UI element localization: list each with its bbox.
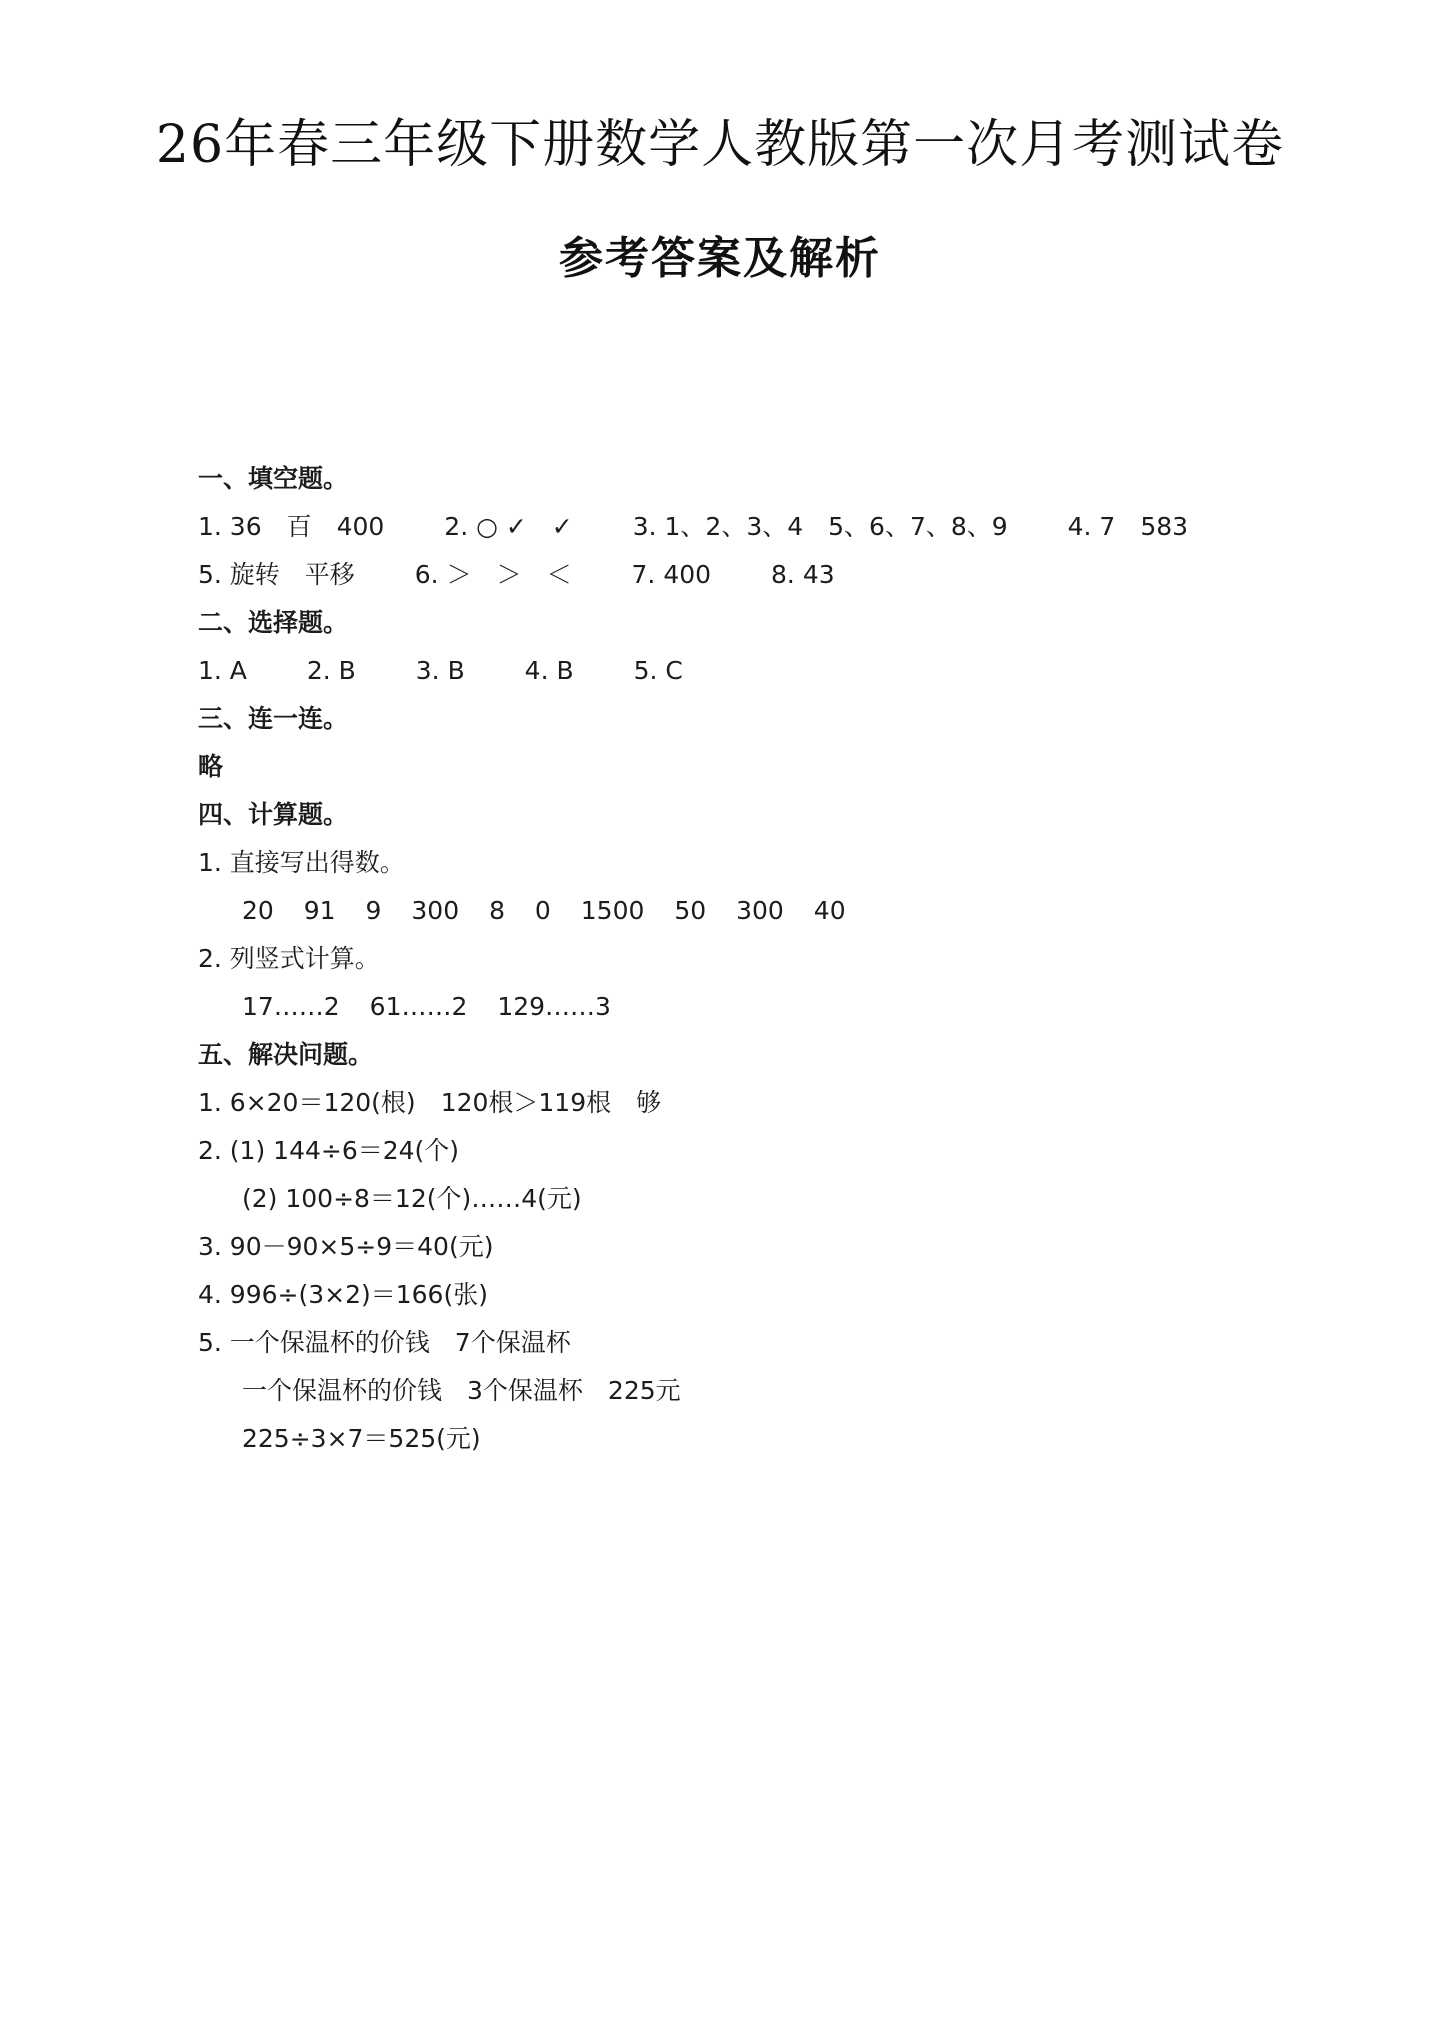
fill-answers-row-2 <box>198 551 1298 599</box>
connect-answer: 略 <box>198 752 224 781</box>
section-heading-solve: 五、解决问题。 <box>198 1040 374 1069</box>
solve-answer-5b: 一个保温杯的价钱 3个保温杯 225元 <box>242 1376 681 1405</box>
fill-answer-5: 5. 旋转 平移 <box>198 560 355 589</box>
calc-q2-values <box>198 983 1298 1031</box>
choice-answer-3: 3. B <box>415 656 465 685</box>
choice-answers-row <box>198 647 1298 695</box>
calc-q1-value: 50 <box>674 896 707 925</box>
solve-answer-4: 4. 996÷(3×2)＝166(张) <box>198 1280 488 1309</box>
calc-q1-value: 8 <box>489 896 505 925</box>
choice-answer-1: 1. A <box>198 656 247 685</box>
calc-q1-value: 1500 <box>580 896 645 925</box>
fill-answer-6: 6. ＞ ＞ ＜ <box>414 560 572 589</box>
calc-q1-value: 300 <box>736 896 784 925</box>
choice-answer-4: 4. B <box>524 656 574 685</box>
calc-q1-value: 20 <box>242 896 274 925</box>
calc-q2-value: 17……2 <box>242 992 340 1021</box>
choice-answer-5: 5. C <box>633 656 683 685</box>
calc-q1-value: 9 <box>365 896 382 925</box>
section-heading-calc: 四、计算题。 <box>198 800 349 829</box>
page-title: 26年春三年级下册数学人教版第一次月考测试卷 <box>155 115 1285 175</box>
calc-q1-value: 40 <box>813 896 846 925</box>
fill-answer-3: 3. 1、2、3、4 5、6、7、8、9 <box>632 512 1008 541</box>
section-heading-connect: 三、连一连。 <box>198 704 349 733</box>
calc-q1-value: 0 <box>534 896 551 925</box>
section-heading-fill: 一、填空题。 <box>198 464 349 493</box>
calc-q2-value: 129……3 <box>497 992 611 1021</box>
page-subtitle: 参考答案及解析 <box>559 233 881 284</box>
answer-content <box>198 455 1298 1463</box>
calc-q2-label: 2. 列竖式计算。 <box>198 944 380 973</box>
choice-answer-2: 2. B <box>306 656 356 685</box>
solve-answer-1: 1. 6×20＝120(根) 120根＞119根 够 <box>198 1088 662 1117</box>
calc-q1-label: 1. 直接写出得数。 <box>198 848 405 877</box>
fill-answer-2: 2. ○ ✓ ✓ <box>444 512 573 541</box>
fill-answer-1: 1. 36 百 400 <box>198 512 385 541</box>
calc-q1-value: 91 <box>303 896 336 925</box>
fill-answer-7: 7. 400 <box>631 560 712 589</box>
solve-answer-5a: 5. 一个保温杯的价钱 7个保温杯 <box>198 1328 571 1357</box>
fill-answer-8: 8. 43 <box>771 560 835 589</box>
fill-answers-row-1 <box>198 503 1298 551</box>
solve-answer-2b: (2) 100÷8＝12(个)……4(元) <box>242 1184 582 1213</box>
solve-answer-3: 3. 90－90×5÷9＝40(元) <box>198 1232 494 1261</box>
calc-q2-value: 61……2 <box>369 992 468 1021</box>
solve-answer-2a: 2. (1) 144÷6＝24(个) <box>198 1136 460 1165</box>
solve-answer-5c: 225÷3×7＝525(元) <box>242 1424 481 1453</box>
calc-q1-value: 300 <box>411 896 460 925</box>
calc-q1-values <box>198 887 1298 935</box>
fill-answer-4: 4. 7 583 <box>1067 512 1189 541</box>
section-heading-choice: 二、选择题。 <box>198 608 349 637</box>
